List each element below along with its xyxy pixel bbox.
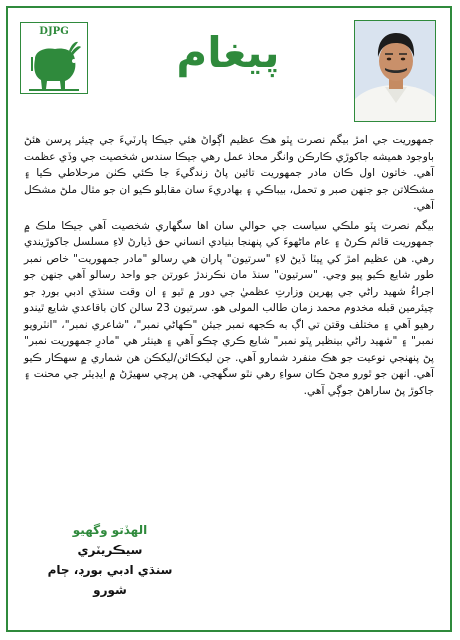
page-title: پيغام (176, 28, 280, 77)
message-body (24, 132, 434, 402)
logo-text: DJPG (39, 26, 69, 37)
signature-name: الهڏتو وگهيو (72, 523, 148, 537)
signature-block (30, 520, 190, 600)
signature-title: سيڪريٽري (77, 543, 143, 557)
message-paragraph: جمهوريت جي امڙ بيگم نصرت ڀٽو هڪ عظيم اڳواڻ هئي جيڪا پارٽيءَ جي چيئر پرسن هئڻ باوجود هميشه جاکوڙي ڪارڪن وانگر محاذ عمل رهي جيڪا سندس شخصيت جي وڏي عظمت آهي. خاتون اول ڪان مادر جمهوريت تائين پاڻ زندگيءَ جا ڪئي ڪٺن مرحلاطي ڪيا ۽ مشڪلاتن جو جنهن صبر و تحمل، بيباڪي ۽ بهادريءَ سان مقابلو ڪيو ان جو مثال ملڻ مشڪل آهي. (24, 134, 434, 212)
signature-organization: سنڌي ادبي بورڊ، ڄام شورو (47, 563, 173, 597)
portrait-photo (354, 20, 436, 122)
bull-logo-icon (20, 22, 88, 94)
message-page (6, 6, 452, 632)
message-paragraph: بيگم نصرت ڀٽو ملڪي سياست جي حوالي سان اها سگهاري شخصيت آهي جيڪا ملڪ ۾ جمهوريت قائم ڪرڻ ۽ عام ماڻهوءَ کي پنهنجا بنيادي انساني حق ڏيارڻ لاءِ مسلسل جاکوڙيندي رهي. هن عظيم امڙ کي ڀيٽا ڏيڻ لاءِ "سرتيون" پاران هي رسالو "مادر جمهوريت" خاص نمبر طور شايع ڪيو پيو وڃي. "سرتيون" سنڌ مان نڪرندڙ عورتن جو واحد رسالو آهي جنهن جو اجراءُ شهيد راڻي جي پهرين وزارتِ عظميٰ جي دور ۾ ٿيو ۽ ان وقت سنڌي ادبي بورڊ جو چيئرمين قبله مخدوم محمد زمان طالب المولى هو. سرتيون 23 سالن کان باقاعدي شايع ٿيندو رهيو آهي ۽ مختلف وقتن تي اڳ به ڪجهه نمبر جيئن "ڪهاڻي نمبر"، "شاعري نمبر"، "انٽرويو نمبر" ۽ "شهيد راڻي بينظير ڀٽو نمبر" شايع ڪري چڪو آهي ۽ هينئر هي "مادرِ جمهوريت نمبر" پڻ پنهنجي نوعيت جو هڪ منفرد شمارو آهي. جن ليکڪائن/ليکڪن هن شماري ۾ سهڪار ڪيو آهي. انهن جو ٿورو مڃڻ ڪان سواءِ رهي نٿو سگهجي. هن پرچي سهيڙڻ ۾ ايڊيٽر جي محنت ۽ جاکوڙ پڻ ساراهڻ جوڳي آهي. (24, 219, 435, 397)
